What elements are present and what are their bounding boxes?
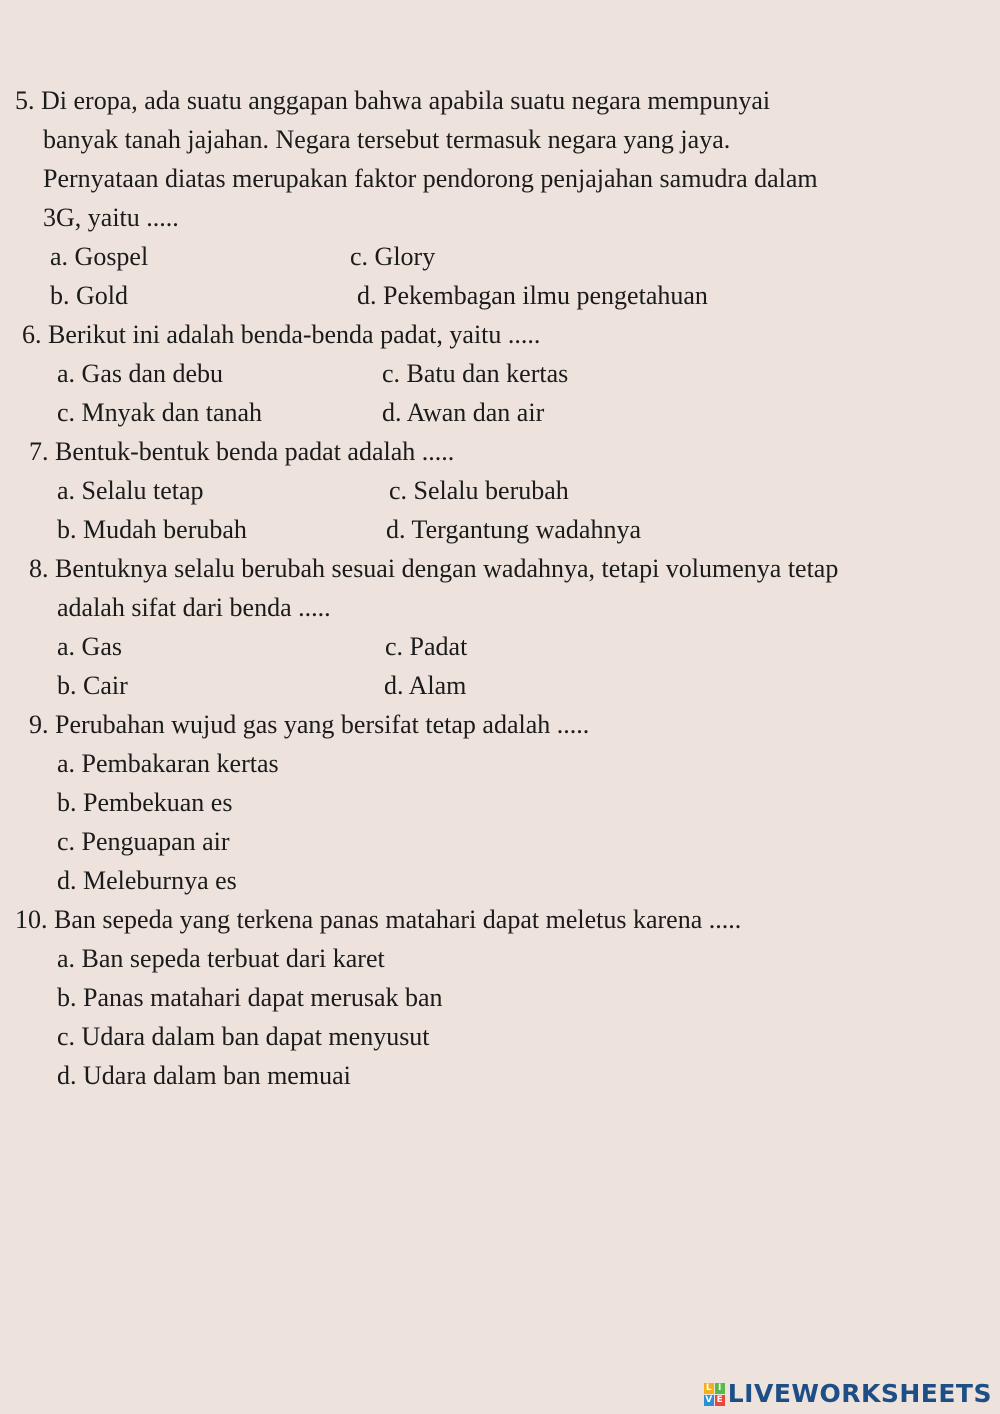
logo-letter-l: L <box>704 1383 714 1394</box>
question-9-option-a[interactable]: a. Pembakaran kertas <box>57 749 279 778</box>
question-8-option-a[interactable]: a. Gas <box>57 632 122 661</box>
question-8-option-b[interactable]: b. Cair <box>57 671 128 700</box>
question-5-stem-line-2: banyak tanah jajahan. Negara tersebut termasuk negara yang jaya. <box>43 125 731 154</box>
question-7-option-c[interactable]: c. Selalu berubah <box>389 476 569 505</box>
question-5-stem-line-4: 3G, yaitu ..... <box>43 203 179 232</box>
question-8-option-c[interactable]: c. Padat <box>385 632 468 661</box>
question-7-option-a[interactable]: a. Selalu tetap <box>57 476 204 505</box>
question-5-stem-line-3: Pernyataan diatas merupakan faktor pendorong penjajahan samudra dalam <box>43 164 818 193</box>
question-6-option-a[interactable]: a. Gas dan debu <box>57 359 224 388</box>
question-7-option-d[interactable]: d. Tergantung wadahnya <box>386 515 641 544</box>
question-10-option-a[interactable]: a. Ban sepeda terbuat dari karet <box>57 944 385 973</box>
question-9-option-c[interactable]: c. Penguapan air <box>57 827 230 856</box>
question-5-option-b[interactable]: b. Gold <box>50 281 128 310</box>
logo-wordmark: LIVEWORKSHEETS <box>727 1379 992 1408</box>
question-5-stem-line-1: 5. Di eropa, ada suatu anggapan bahwa apabila suatu negara mempunyai <box>15 86 771 115</box>
live-badge-icon <box>704 1383 725 1406</box>
question-6-option-d[interactable]: d. Awan dan air <box>382 398 545 427</box>
question-6-stem: 6. Berikut ini adalah benda-benda padat, yaitu ..... <box>22 320 541 349</box>
question-9-option-d[interactable]: d. Meleburnya es <box>57 866 237 895</box>
question-10-stem: 10. Ban sepeda yang terkena panas matahari dapat meletus karena ..... <box>15 905 742 934</box>
question-10-option-b[interactable]: b. Panas matahari dapat merusak ban <box>57 983 443 1012</box>
question-10-option-d[interactable]: d. Udara dalam ban memuai <box>57 1061 351 1090</box>
question-10-option-c[interactable]: c. Udara dalam ban dapat menyusut <box>57 1022 430 1051</box>
question-8-stem-line-2: adalah sifat dari benda ..... <box>57 593 331 622</box>
question-8-stem-line-1: 8. Bentuknya selalu berubah sesuai dengan wadahnya, tetapi volumenya tetap <box>29 554 839 583</box>
question-5-option-a[interactable]: a. Gospel <box>50 242 149 271</box>
question-9-stem: 9. Perubahan wujud gas yang bersifat tetap adalah ..... <box>29 710 590 739</box>
question-7-option-b[interactable]: b. Mudah berubah <box>57 515 247 544</box>
question-8-option-d[interactable]: d. Alam <box>384 671 467 700</box>
question-9-option-b[interactable]: b. Pembekuan es <box>57 788 233 817</box>
liveworksheets-logo <box>704 1380 992 1408</box>
question-7-stem: 7. Bentuk-bentuk benda padat adalah ..... <box>29 437 455 466</box>
logo-letter-e: E <box>716 1394 723 1405</box>
question-5-option-d[interactable]: d. Pekembagan ilmu pengetahuan <box>357 281 708 310</box>
question-6-option-c-2[interactable]: c. Mnyak dan tanah <box>57 398 263 427</box>
question-6-option-c[interactable]: c. Batu dan kertas <box>382 359 569 388</box>
logo-letter-i: I <box>715 1383 725 1394</box>
question-5-option-c[interactable]: c. Glory <box>350 242 436 271</box>
logo-letter-v: V <box>705 1394 713 1405</box>
